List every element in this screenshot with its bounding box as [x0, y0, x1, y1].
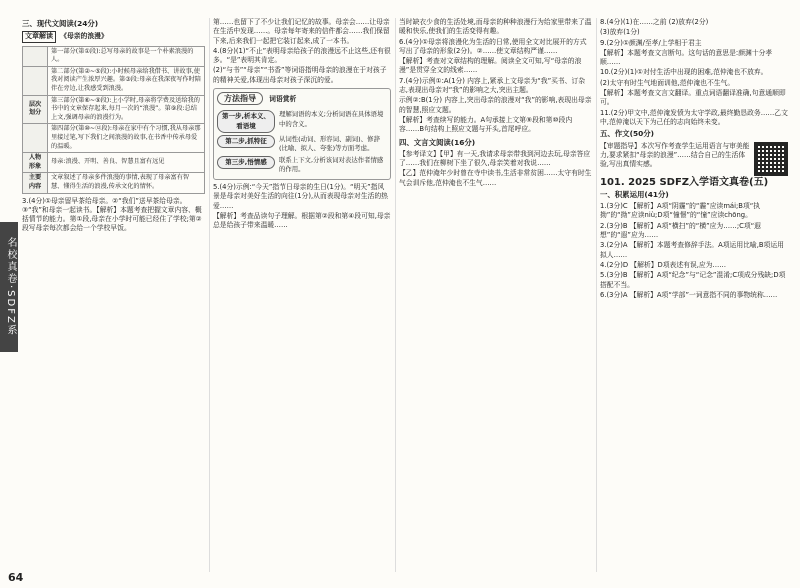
row-text: 第三部分(第⑥~⑨段):上小学时,母亲将学费及送给我的书中的文章保存起来,每月一次的“浪漫”。第⑨段:总结上文,强调母亲的浪漫行为。: [48, 95, 205, 124]
method-guide-title: 方法指导: [217, 92, 263, 105]
step-desc: 从词性(动词、形容词、副词)、修辞(比喻、拟人、夸张)等方面考虑。: [279, 134, 380, 153]
table-row: [23, 95, 205, 124]
answer-line: 11.(2分)甲文中,范仲淹发愤为太守学政,最终勤恳政务……乙文中,范仲淹以天下为己任的志向始终未变。: [600, 108, 788, 126]
answer-line: 【解析】本题考查文言文翻译。重点词语翻译准确,句意通顺即可。: [600, 89, 786, 107]
row-label: 主要内容: [23, 173, 48, 193]
step-label: 第二步,抓特征: [217, 135, 275, 148]
section-heading: 五、作文(50分): [600, 129, 654, 139]
paragraph: 当时缺衣少食的生活处境,而母亲的种种浪漫行为给家里带来了温暖和快乐,使我们的生活变得有趣。: [399, 18, 592, 36]
answer-line: 9.(2分)①颜渊/至孝/上学相于君主: [600, 38, 702, 47]
answer-item: 6.(3分)A 【解析】A项“学部”一词意指不同的事物统称……: [600, 290, 778, 299]
qr-code-icon[interactable]: [754, 142, 788, 176]
row-label: [23, 66, 48, 95]
answer-q5: 5.(4分)示例:“今天”指节日母亲的生日(1分)。“明天”指风景是母亲对美好生活的向往(1分),从而表现母亲对生活的热爱……: [213, 183, 388, 210]
side-tab: 名校真卷·SDFZ系: [0, 222, 18, 352]
step-label: 第一步,析本义、看语境: [217, 110, 275, 133]
table-row: [23, 153, 205, 173]
answer-item: 3.(2分)A 【解析】本题考查修辞手法。A项运用比喻,B项运用拟人……: [600, 241, 784, 259]
table-row: [23, 66, 205, 95]
answer-line: 8.(4分)(1)在……之前 (2)放弃(2分): [600, 18, 709, 26]
column-2: [213, 18, 391, 570]
column-divider: [209, 18, 210, 572]
column-1: [22, 18, 205, 570]
column-divider: [395, 18, 396, 572]
answer-item: 4.(2分)D 【解析】D项表述有误,应为……: [600, 260, 727, 269]
article-title: 《母亲的浪漫》: [60, 32, 108, 41]
answer-q6-note: 【解析】考查对文章结构的理解。阅读全文可知,写“母亲的浪漫”是贯穿全文的线索……: [399, 57, 582, 75]
answer-item: 1.(3分)C 【解析】A项“阴霾”的“霾”应读mái;B项“执拗”的“拗”应读niù;D项“憧憬”的“憧”应读chōng。: [600, 202, 761, 220]
row-text: 母亲:浪漫、开明、善良、智慧且富有远见: [48, 153, 205, 173]
paragraph: 第……也留下了不少让我们记忆的故事。母亲会……让母亲在生活中发现……。母亲每年寄来的信件都会……我们保留下来,后来我们一起把它装订起来,成了一本书。: [213, 18, 390, 45]
answer-item: 5.(3分)B 【解析】A项“纪念”与“记念”混淆;C项成分残缺;D项搭配不当。: [600, 271, 786, 289]
method-guide-box: [213, 88, 391, 180]
column-3: [399, 18, 592, 570]
exam-title: 101. 2025 SDFZ入学语文真卷(五): [600, 176, 769, 188]
column-4: [600, 18, 788, 570]
row-label: 层次划分: [23, 95, 48, 124]
answer-q6: 6.(4分)①母亲将浪漫化为生活的日常,使用全文对比展开的方式写出了母亲的形象(2分)。②……使文章结构严谨……: [399, 37, 587, 55]
step-label: 第三步,悟情感: [217, 156, 275, 169]
analysis-table: [22, 46, 205, 194]
row-label: [23, 124, 48, 153]
answer-line: 10.(2分)(1)①对付生活中出现的困难,范仲淹也不放弃。: [600, 68, 768, 77]
answer-q4-note: (2)“与书”“母亲”“书香”等词语指明母亲的浪漫在于对孩子的精神关爱,体现出母亲对孩子深沉的爱。: [213, 66, 387, 84]
table-row: [23, 173, 205, 193]
step-desc: 理解词语的本义;分析词语在具体语境中的含义。: [279, 110, 384, 128]
row-text: 第一部分(第①段):总写母亲的故事是一个朴素浪漫的人。: [48, 46, 205, 66]
answer-line: 【解析】本题考查文言断句。这句话的意思是:颜渊十分孝顺……: [600, 48, 773, 67]
page-number: 64: [8, 571, 24, 584]
column-divider: [596, 18, 597, 572]
reference-translation: 【参考译文】【甲】有一天,我请求母亲带我到河边去玩,母亲答应了……我们在柳树下坐了很久,母亲笑着对我说……: [399, 149, 591, 168]
article-title-line: [22, 31, 205, 42]
essay-note: 【审题指导】本次写作考查学生运用语言与审美能力,要求紧扣“母亲的浪漫”……结合自己的生活体验,写出真情实感。: [600, 141, 750, 169]
row-text: 第二部分(第②~⑤段):小时候母亲给我借书、讲故事,使我对阅读产生浓厚兴趣。第③段:母亲在我深夜写作时陪伴在旁边,让我感受到浪漫。: [48, 66, 205, 95]
answer-q7: 7.(4分)示例①:A(1分) 内容上,紧承上文母亲为“我”买书、订杂志,表现出母亲对“我”的影响之大,突出主题。: [399, 76, 586, 95]
section-heading: 一、积累运用(41分): [600, 189, 669, 199]
section-heading: 四、文言文阅读(16分): [399, 137, 476, 147]
section-heading: 三、现代文阅读(24分): [22, 19, 99, 28]
table-row: [23, 124, 205, 153]
method-step: [217, 156, 387, 175]
answer-line: (3)放弃(1分): [600, 28, 640, 37]
answer-q7-alt: 示例②:B(1分) 内容上,突出母亲的浪漫对“我”的影响,表现出母亲的智慧,照应文题。: [399, 96, 592, 114]
article-badge: 文章解读: [22, 31, 56, 42]
row-label: [23, 46, 48, 66]
essay-guide: [600, 142, 788, 170]
method-guide-topic: 词语赏析: [269, 95, 297, 104]
row-text: 第四部分(第⑩~⑫段):母亲在家中有个习惯,我从母亲那里接过笔,写下我们之间浪漫的故事,在书香中传承母爱的温暖。: [48, 124, 205, 153]
answer-q3: 3.(4分)①母亲留早茶给母亲。②“我们”送早茶给母亲。③“我”和母亲一起读书。【解析】本题考查把握文章内容、概括情节的能力。第①段,母亲在小学时可能已经住了学校;第②段写母亲每次都会给一个学校早饭。: [22, 196, 202, 233]
answer-item: 2.(3分)B 【解析】A项“横扫”的“横”应为……;C项“遐想”的“遐”应为……: [600, 221, 761, 240]
answer-q7-note: 【解析】考查续写的能力。A句承接上文第⑨段和第⑩段内容……B句结构上照应文题与开头,首尾呼应。: [399, 115, 573, 134]
step-desc: 联系上下文,分析该词对表达作者情感的作用。: [279, 155, 384, 173]
reference-translation-2: 【乙】范仲淹年少时曾在寺中读书,生活非常贫困……太守有时生气会训斥他,范仲淹也不生气……: [399, 169, 592, 187]
table-row: [23, 46, 205, 66]
answer-line: (2)太守有时生气地面训他,范仲淹也不生气。: [600, 78, 735, 87]
method-step: [217, 135, 387, 154]
row-label: 人物形象: [23, 153, 48, 173]
method-step: [217, 110, 387, 133]
answer-q4: 4.(8分)(1)“不止”表明母亲给孩子的浪漫远不止这些,还有很多。“是”表明其肯定。: [213, 46, 391, 65]
answer-q5-note: 【解析】考查品读句子理解。根据第②段和第④段可知,母亲总是给孩子带来温暖……: [213, 212, 391, 230]
row-text: 文章叙述了母亲多件浪漫的事情,表现了母亲富有智慧、懂得生活的浪漫,传承文化的情怀。: [48, 173, 205, 193]
